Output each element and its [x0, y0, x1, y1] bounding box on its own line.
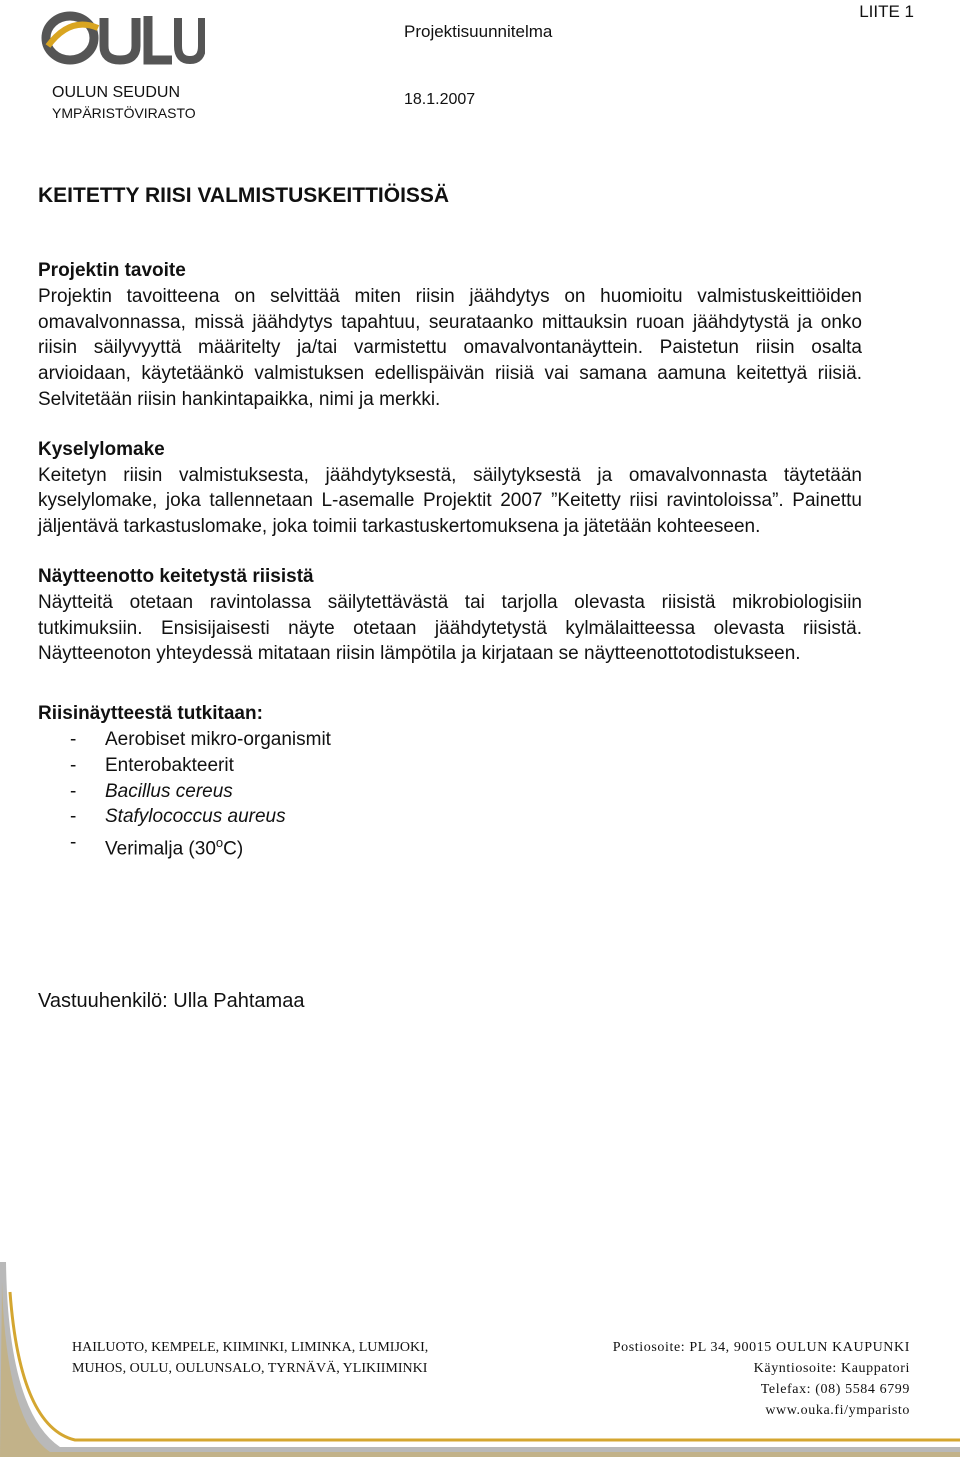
list-dash: - — [70, 806, 77, 828]
website-link[interactable]: www.ouka.fi/ymparisto — [765, 1403, 910, 1418]
list-item-text: Aerobiset mikro-organismit — [105, 728, 331, 750]
section-survey — [38, 437, 862, 540]
document-body — [38, 258, 862, 862]
degree-superscript: o — [215, 835, 224, 851]
list-dash: - — [70, 780, 77, 802]
municipalities-line2: MUHOS, OULU, OULUNSALO, TYRNÄVÄ, YLIKIIMINKI — [72, 1361, 428, 1376]
visiting-address: Käyntiosoite: Kauppatori — [753, 1361, 910, 1376]
oulu-logo — [40, 8, 205, 68]
list-item-text: Stafylococcus aureus — [105, 806, 286, 828]
list-item — [38, 727, 862, 753]
section-sampling — [38, 564, 862, 667]
list-item — [38, 830, 862, 862]
document-type: Projektisuunnitelma — [404, 22, 553, 41]
list-item — [38, 779, 862, 805]
list-dash: - — [70, 832, 77, 854]
attachment-label: LIITE 1 — [859, 2, 914, 21]
list-dash: - — [70, 754, 77, 776]
section-goal-text: Projektin tavoitteena on selvittää miten riisin jäähdytys on huomioitu valmistuskeittiöiden omavalvonnassa, missä jäähdytys tapahtuu, seurataanko mittauksin ruoan jäähdytystä ja onko riisin säilyvyyttä määritelty ja/tai varmistettu omavalvontanäyttein. Paistetun riisin osalta arvioidaan, käytetäänkö valmistuksen edellispäivän riisiä vai samana aamuna keitettyä riisiä. Selvitetään riisin hankintapaikka, nimi ja merkki. — [38, 285, 862, 410]
postal-address: Postiosoite: PL 34, 90015 OULUN KAUPUNKI — [612, 1340, 910, 1355]
org-name-line2: YMPÄRISTÖVIRASTO — [52, 105, 196, 121]
footer-municipalities — [72, 1337, 428, 1379]
section-survey-heading: Kyselylomake — [38, 438, 165, 460]
list-dash: - — [70, 728, 77, 750]
responsible-person: Vastuuhenkilö: Ulla Pahtamaa — [38, 990, 305, 1012]
list-item-text: Verimalja (30 — [105, 838, 216, 860]
list-item-text: Bacillus cereus — [105, 780, 233, 802]
list-item — [38, 804, 862, 830]
section-goal — [38, 258, 862, 413]
section-tests — [38, 701, 862, 862]
section-sampling-text: Näytteitä otetaan ravintolassa säilytettävästä tai tarjolla olevasta riisistä mikrobiologisiin tutkimuksiin. Ensisijaisesti näyte otetaan jäähdytetystä kylmälaitteessa olevasta riisistä. Näytteenoton yhteydessä mitataan riisin lämpötila ja kirjataan se näytteenottotodistukseen. — [38, 591, 862, 665]
section-goal-heading: Projektin tavoite — [38, 260, 186, 281]
section-sampling-heading: Näytteenotto keitetystä riisistä — [38, 565, 314, 587]
list-item-text: Enterobakteerit — [105, 754, 234, 776]
section-tests-heading: Riisinäytteestä tutkitaan: — [38, 703, 263, 725]
document-date: 18.1.2007 — [404, 91, 476, 108]
list-item — [38, 753, 862, 779]
list-item-text-suffix: C) — [223, 838, 244, 860]
section-survey-text: Keitetyn riisin valmistuksesta, jäähdytyksestä, säilytyksestä ja omavalvonnasta täytetään kyselylomake, joka tallennetaan L-asemalle Projektit 2007 ”Keitetty riisi ravintoloissa”. Painettu jäljentävä tarkastuslomake, joka toimii tarkastuskertomuksena ja jätetään kohteeseen. — [38, 464, 862, 538]
page-title: KEITETTY RIISI VALMISTUSKEITTIÖISSÄ — [38, 184, 450, 207]
tests-list — [38, 727, 862, 862]
municipalities-line1: HAILUOTO, KEMPELE, KIIMINKI, LIMINKA, LUMIJOKI, — [72, 1340, 429, 1355]
fax-number: Telefax: (08) 5584 6799 — [760, 1382, 910, 1397]
org-name-line1: OULUN SEUDUN — [52, 84, 181, 101]
footer-contact — [613, 1337, 910, 1421]
